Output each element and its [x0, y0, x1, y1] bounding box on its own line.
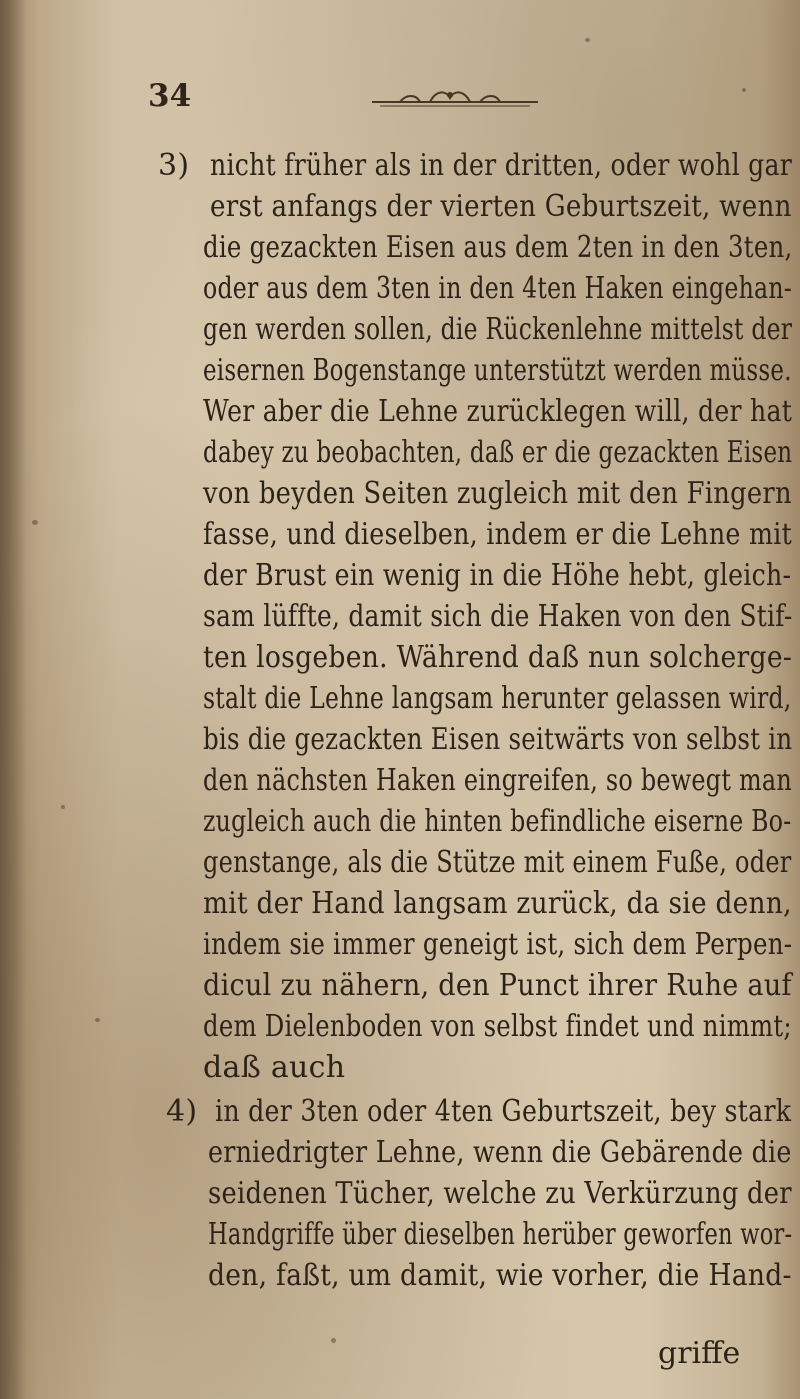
text-line: genstange, als die Stütze mit einem Fuße, oder	[203, 845, 792, 880]
text-line: sam lüffte, damit sich die Haken von den Stif-	[203, 599, 793, 634]
text-line: dicul zu nähern, den Punct ihrer Ruhe auf	[203, 968, 792, 1003]
text-line: daß auch	[203, 1050, 346, 1085]
text-line: den, faßt, um damit, wie vorher, die Hand-	[208, 1258, 792, 1293]
text-line: eisernen Bogenstange unterstützt werden müsse.	[203, 353, 792, 388]
page-edge-shadow	[0, 0, 26, 1399]
text-line: ten losgeben. Während daß nun solcherge-	[203, 640, 793, 675]
text-line: gen werden sollen, die Rückenlehne mittelst der	[203, 312, 793, 347]
text-line: dem Dielenboden von selbst findet und nimmt;	[203, 1009, 792, 1044]
text-line: seidenen Tücher, welche zu Verkürzung der	[208, 1176, 792, 1211]
text-line: Handgriffe über dieselben herüber geworfen wor-	[208, 1217, 793, 1252]
ornament-rule-icon	[370, 86, 540, 112]
paper-speck	[32, 520, 38, 525]
text-line: den nächsten Haken eingreifen, so bewegt man	[203, 763, 792, 798]
paragraph-marker-4: 4)	[166, 1094, 198, 1129]
text-line: der Brust ein wenig in die Höhe hebt, gleich-	[203, 558, 792, 593]
paper-speck	[61, 805, 65, 809]
text-line: erst anfangs der vierten Geburtszeit, wenn	[210, 189, 792, 224]
paper-speck	[331, 1338, 336, 1343]
text-line: fasse, und dieselben, indem er die Lehne mit	[203, 517, 793, 552]
text-line: oder aus dem 3ten in den 4ten Haken eingehan-	[203, 271, 792, 306]
page-header	[0, 78, 800, 122]
text-line: stalt die Lehne langsam herunter gelassen wird,	[203, 681, 792, 716]
text-line: zugleich auch die hinten befindliche eiserne Bo-	[203, 804, 792, 839]
text-line: dabey zu beobachten, daß er die gezackten Eisen	[203, 435, 793, 470]
paper-speck	[585, 38, 590, 42]
text-line: Wer aber die Lehne zurücklegen will, der hat	[203, 394, 793, 429]
page-number: 34	[148, 78, 192, 114]
text-line: nicht früher als in der dritten, oder wohl gar	[210, 148, 793, 183]
text-line: mit der Hand langsam zurück, da sie denn,	[203, 886, 792, 921]
text-line: die gezackten Eisen aus dem 2ten in den 3ten,	[203, 230, 793, 265]
text-line: erniedrigter Lehne, wenn die Gebärende die	[208, 1135, 792, 1170]
text-line: indem sie immer geneigt ist, sich dem Perpen-	[203, 927, 793, 962]
paragraph-marker-3: 3)	[158, 148, 190, 183]
text-line: von beyden Seiten zugleich mit den Fingern	[203, 476, 792, 511]
text-line: in der 3ten oder 4ten Geburtszeit, bey stark	[215, 1094, 792, 1129]
text-line: bis die gezackten Eisen seitwärts von selbst in	[203, 722, 793, 757]
catchword: griffe	[658, 1336, 741, 1371]
paper-speck	[95, 1018, 100, 1022]
